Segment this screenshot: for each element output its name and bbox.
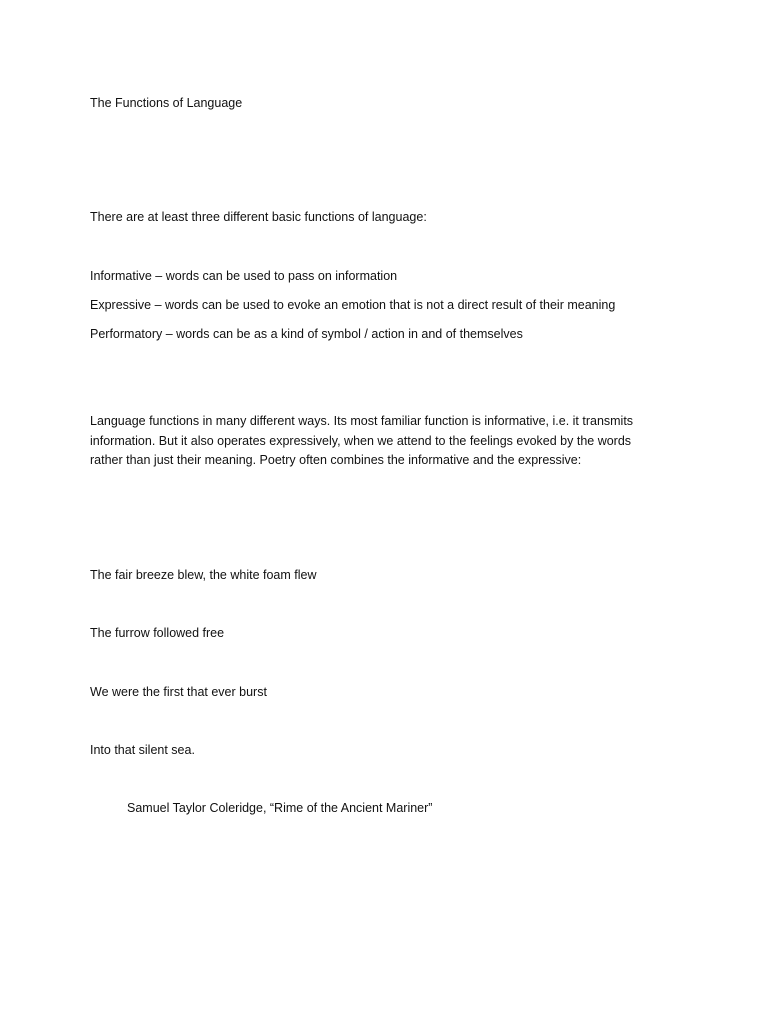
intro-text: There are at least three different basic functions of language: (90, 210, 427, 224)
poem-line-3: We were the first that ever burst (90, 685, 267, 699)
poem-line-2: The furrow followed free (90, 626, 225, 640)
function-item-informative: Informative – words can be used to pass on information (90, 269, 398, 283)
body-paragraph: Language functions in many different ways. Its most familiar function is informative, i.e. it transmits information. But it also operates expressively, when we attend to the feelings evoked by the words rather than just their meaning. Poetry often combines the informative and the expressive: (90, 414, 634, 467)
function-item-expressive: Expressive – words can be used to evoke an emotion that is not a direct result of their meaning (90, 298, 616, 312)
poem-line-1: The fair breeze blew, the white foam flew (90, 568, 317, 582)
poem-line-4: Into that silent sea. (90, 743, 195, 757)
function-item-performatory: Performatory – words can be as a kind of symbol / action in and of themselves (90, 327, 523, 341)
poem-attribution: Samuel Taylor Coleridge, “Rime of the Ancient Mariner” (127, 801, 433, 815)
document-title: The Functions of Language (90, 96, 243, 110)
